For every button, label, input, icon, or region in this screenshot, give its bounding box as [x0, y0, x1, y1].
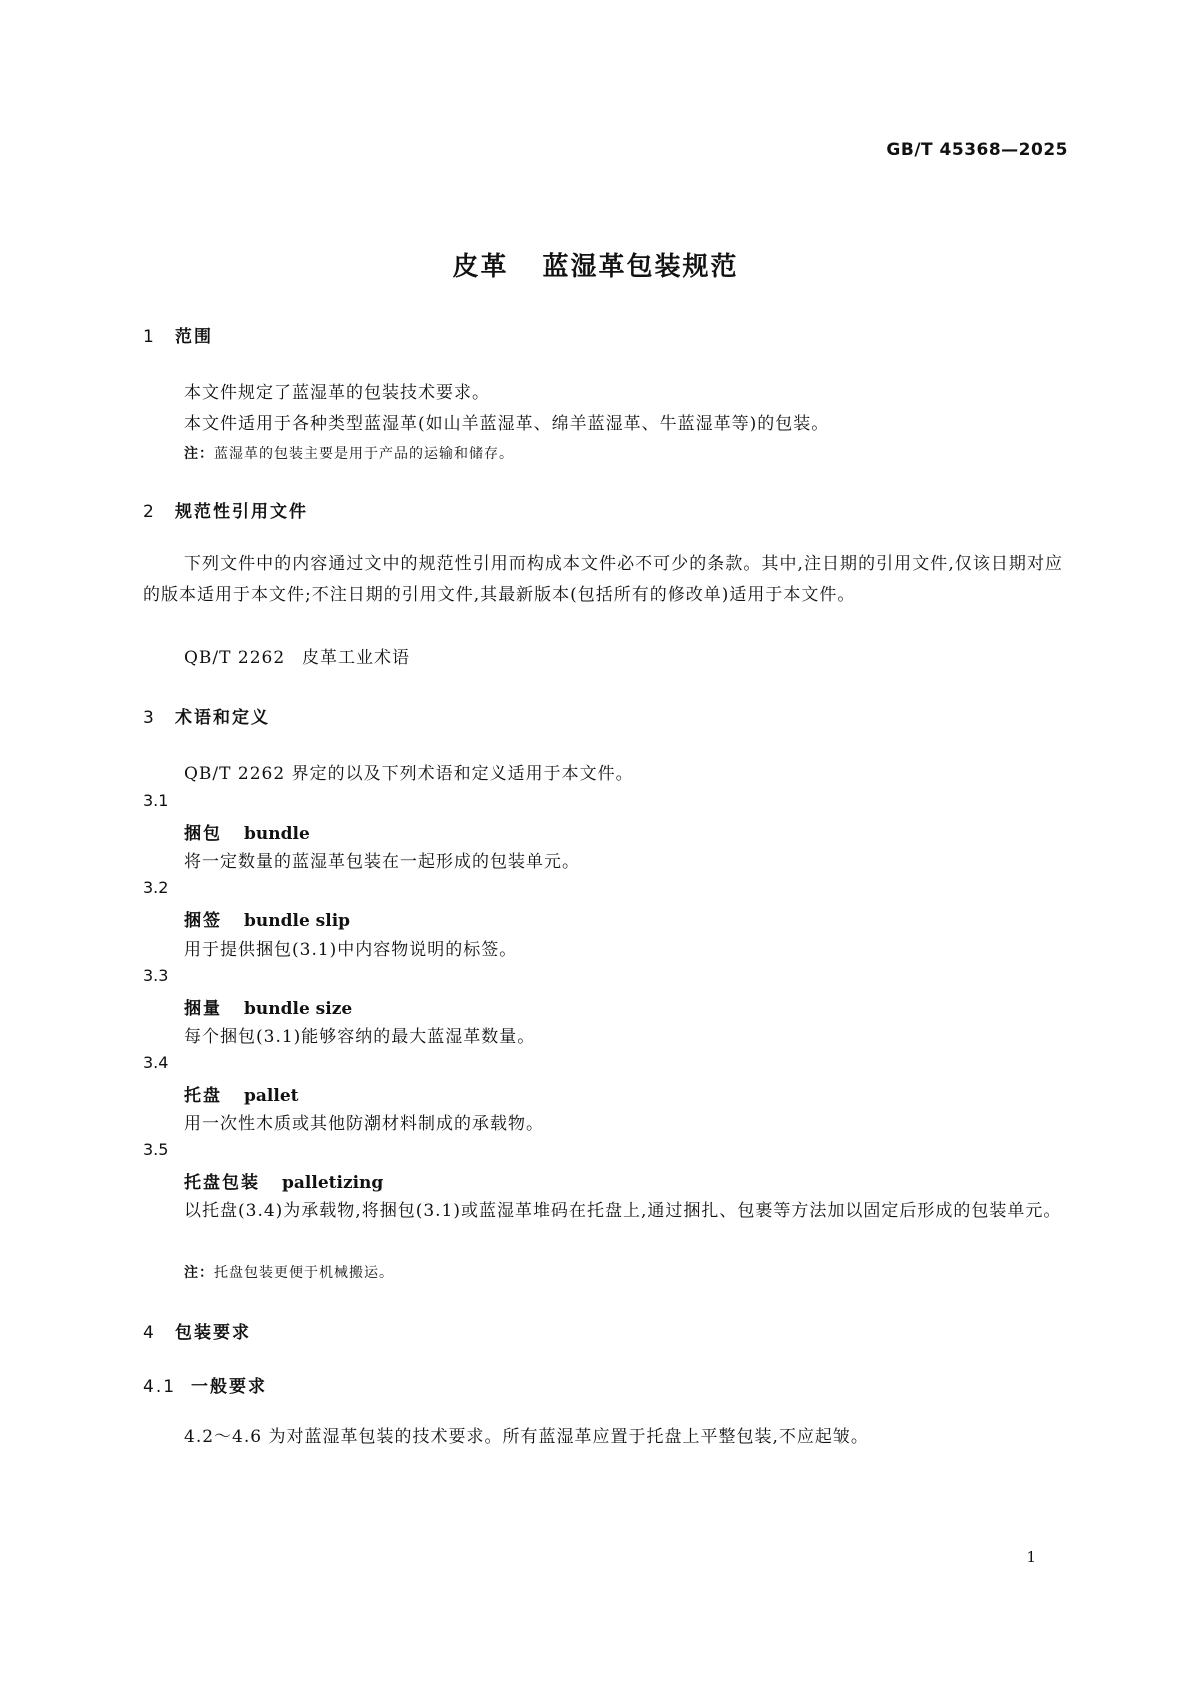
title-part-2: 蓝湿革包装规范 [542, 252, 739, 282]
section-4-1-heading: 4.1 一般要求 [143, 1377, 267, 1397]
section-4-heading: 4 包装要求 [143, 1323, 251, 1343]
standard-code: GB/T 45368—2025 [886, 140, 1068, 160]
section-3-note: 注：托盘包装更便于机械搬运。 [184, 1265, 394, 1281]
normative-reference: QB/T 2262 皮革工业术语 [184, 648, 410, 668]
section-2-para-1: 下列文件中的内容通过文中的规范性引用而构成本文件必不可少的条款。其中,注日期的引用文件,仅该日期对应的版本适用于本文件;不注日期的引用文件,其最新版本(包括所有的修改单)适用于本文件。 [143, 554, 1063, 605]
term-definition: 每个捆包(3.1)能够容纳的最大蓝湿革数量。 [184, 1027, 536, 1047]
term-heading: 捆签 bundle slip [184, 911, 351, 931]
section-1-note: 注：蓝湿革的包装主要是用于产品的运输和储存。 [184, 446, 514, 462]
title-part-1: 皮革 [452, 252, 509, 282]
term-number: 3.1 [143, 791, 169, 810]
document-title [0, 246, 1191, 283]
section-3-intro: QB/T 2262 界定的以及下列术语和定义适用于本文件。 [184, 764, 634, 784]
term-number: 3.4 [143, 1053, 169, 1072]
term-definition: 用一次性木质或其他防潮材料制成的承载物。 [184, 1114, 544, 1134]
term-number: 3.5 [143, 1140, 169, 1159]
term-number: 3.2 [143, 878, 169, 897]
term-definition: 用于提供捆包(3.1)中内容物说明的标签。 [184, 940, 518, 960]
term-definition: 将一定数量的蓝湿革包装在一起形成的包装单元。 [184, 852, 580, 872]
term-heading: 托盘包装 palletizing [184, 1173, 384, 1193]
section-1-para-1: 本文件规定了蓝湿革的包装技术要求。 [184, 383, 490, 403]
term-heading: 托盘 pallet [184, 1086, 299, 1106]
section-1-para-2: 本文件适用于各种类型蓝湿革(如山羊蓝湿革、绵羊蓝湿革、牛蓝湿革等)的包装。 [184, 414, 830, 434]
page-number: 1 [1026, 1548, 1036, 1566]
term-heading: 捆包 bundle [184, 824, 310, 844]
section-4-1-para-1: 4.2～4.6 为对蓝湿革包装的技术要求。所有蓝湿革应置于托盘上平整包装,不应起皱。 [184, 1427, 869, 1447]
term-number: 3.3 [143, 966, 169, 985]
term-definition: 以托盘(3.4)为承载物,将捆包(3.1)或蓝湿革堆码在托盘上,通过捆扎、包裹等方法加以固定后形成的包装单元。 [184, 1201, 1062, 1221]
term-heading: 捆量 bundle size [184, 999, 353, 1019]
section-1-heading: 1 范围 [143, 327, 213, 347]
section-2-heading: 2 规范性引用文件 [143, 502, 308, 522]
section-3-heading: 3 术语和定义 [143, 708, 270, 728]
